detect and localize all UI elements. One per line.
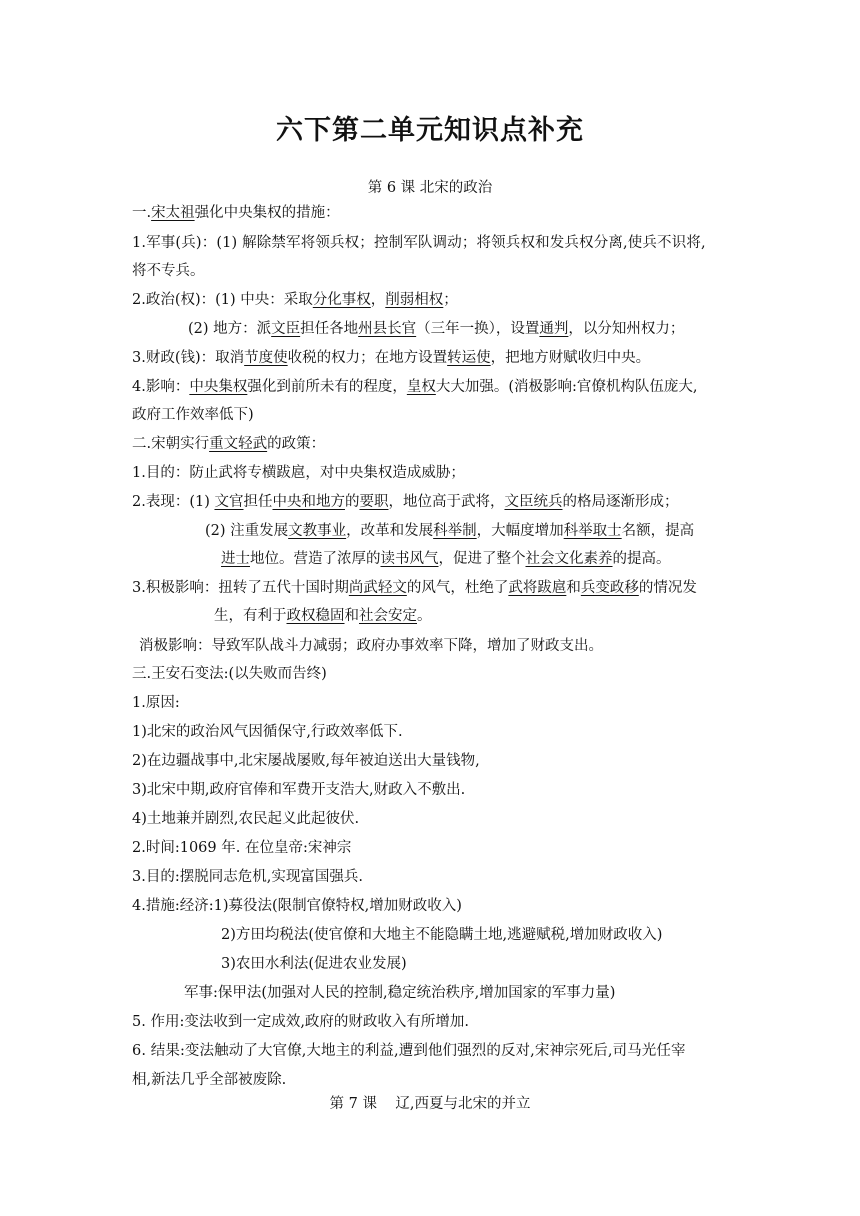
s3-cause-3: 3)北宋中期,政府官俸和军费开支浩大,财政入不敷出. xyxy=(132,782,466,798)
underlined-term: 武将跋扈 xyxy=(508,580,567,596)
s3-cause-4: 4)土地兼并剧烈,农民起义此起彼伏. xyxy=(132,811,360,827)
text: ， xyxy=(370,292,386,308)
section-1-heading xyxy=(132,203,340,223)
s1-item-impact xyxy=(132,377,698,397)
text: 二.宋朝实行 xyxy=(132,436,210,452)
underlined-term: 进士 xyxy=(221,551,250,567)
s1-item-politics xyxy=(132,290,458,310)
s2-item-negative-impact: 消极影响：导致军队战斗力减弱；政府办事效率下降，增加了财政支出。 xyxy=(139,638,603,654)
text: ； xyxy=(443,292,458,308)
s3-cause-2: 2)在边疆战事中,北宋屡战屡败,每年被迫送出大量钱物, xyxy=(132,753,480,769)
section-2-heading xyxy=(132,434,325,454)
text: 4.影响： xyxy=(132,379,190,395)
s3-item-goal: 3.目的:摆脱同志危机,实现富国强兵. xyxy=(132,869,363,885)
s1-item-finance xyxy=(132,348,650,368)
underlined-term: 重文轻武 xyxy=(209,436,268,452)
s2-item-manifestation xyxy=(132,492,678,512)
s2-item-positive-impact-cont xyxy=(214,606,432,626)
s3-item-result: 6. 结果:变法触动了大官僚,大地主的利益,遭到他们强烈的反对,宋神宗死后,司马光任宰 xyxy=(132,1043,686,1059)
s1-item-military-cont: 将不专兵。 xyxy=(132,263,205,279)
text: 3.积极影响：扭转了五代十国时期 xyxy=(132,580,349,596)
underlined-term: 文臣 xyxy=(271,321,301,337)
text: （三年一换），设置 xyxy=(416,321,540,337)
underlined-term: 政权稳固 xyxy=(286,608,345,624)
text: 生，有利于 xyxy=(214,608,287,624)
text: 。 xyxy=(417,608,432,624)
text: 的提高。 xyxy=(612,551,671,567)
text: 2.政治(权)：(1) 中央：采取 xyxy=(132,292,313,308)
s3-measure-military: 军事:保甲法(加强对人民的控制,稳定统治秩序,增加国家的军事力量) xyxy=(184,985,616,1001)
underlined-term: 皇权 xyxy=(406,379,436,395)
text: 强化到前所未有的程度， xyxy=(247,379,407,395)
s2-item-purpose: 1.目的：防止武将专横跋扈，对中央集权造成威胁； xyxy=(132,465,465,481)
text: ，大幅度增加 xyxy=(476,523,564,539)
underlined-term: 社会文化素养 xyxy=(525,551,613,567)
s3-item-time: 2.时间:1069 年. 在位皇帝:宋神宗 xyxy=(132,840,352,856)
text: 2.表现：(1) xyxy=(132,494,215,510)
underlined-term: 宋太祖 xyxy=(151,205,195,221)
underlined-term: 要职 xyxy=(359,494,389,510)
text: 和 xyxy=(344,608,359,624)
underlined-term: 文教事业 xyxy=(288,523,347,539)
s3-item-measures: 4.措施:经济:1)募役法(限制官僚特权,增加财政收入) xyxy=(132,898,462,914)
underlined-term: 中央和地方 xyxy=(272,494,345,510)
text: ，促进了整个 xyxy=(438,551,526,567)
text: ，改革和发展 xyxy=(346,523,434,539)
text: 名额，提高 xyxy=(621,523,695,539)
lesson-7-heading: 第 7 课 辽,西夏与北宋的并立 xyxy=(329,1096,531,1112)
s3-measure-3: 3)农田水利法(促进农业发展) xyxy=(221,956,407,972)
underlined-term: 文官 xyxy=(214,494,244,510)
underlined-term: 文臣统兵 xyxy=(504,494,563,510)
underlined-term: 分化事权 xyxy=(312,292,371,308)
underlined-term: 读书风气 xyxy=(380,551,439,567)
text: 的格局逐渐形成； xyxy=(562,494,679,510)
s2-item-manifestation-2-cont xyxy=(221,549,671,569)
underlined-term: 转运使 xyxy=(447,350,491,366)
text: 的政策： xyxy=(267,436,326,452)
text: 一. xyxy=(132,205,152,221)
s3-cause-1: 1)北宋的政治风气因循保守,行政效率低下. xyxy=(132,724,403,740)
s3-item-cause: 1.原因: xyxy=(132,695,180,711)
underlined-term: 节度使 xyxy=(244,350,288,366)
underlined-term: 兵变政移 xyxy=(580,580,639,596)
s3-measure-2: 2)方田均税法(使官僚和大地主不能隐瞒土地,逃避赋税,增加财政收入) xyxy=(221,927,663,943)
underlined-term: 社会安定 xyxy=(359,608,417,624)
s3-item-result-cont: 相,新法几乎全部被废除. xyxy=(132,1072,287,1088)
text: (2) 注重发展 xyxy=(205,523,289,539)
s2-item-positive-impact xyxy=(132,578,697,598)
underlined-term: 科举制 xyxy=(433,523,477,539)
text: 和 xyxy=(566,580,581,596)
s1-item-military: 1.军事(兵)：(1) 解除禁军将领兵权；控制军队调动；将领兵权和发兵权分离,使兵不识将, xyxy=(132,235,706,251)
underlined-term: 削弱相权 xyxy=(385,292,444,308)
text: 的情况发 xyxy=(638,580,697,596)
section-3-heading: 三.王安石变法:(以失败而告终) xyxy=(132,666,327,682)
text: 担任各地 xyxy=(300,321,359,337)
text: 收税的权力；在地方设置 xyxy=(287,350,448,366)
s2-item-manifestation-2 xyxy=(205,521,694,541)
lesson-6-heading: 第 6 课 北宋的政治 xyxy=(367,180,493,196)
s3-item-effect: 5. 作用:变法收到一定成效,政府的财政收入有所增加. xyxy=(132,1014,470,1030)
page-title: 六下第二单元知识点补充 xyxy=(276,115,584,146)
underlined-term: 科举取士 xyxy=(563,523,622,539)
s1-item-politics-local xyxy=(188,319,684,339)
underlined-term: 州县长官 xyxy=(358,321,417,337)
text: 3.财政(钱)：取消 xyxy=(132,350,245,366)
text: ，把地方财赋收归中央。 xyxy=(490,350,651,366)
text: 的风气，杜绝了 xyxy=(406,580,509,596)
text: 大大加强。(消极影响:官僚机构队伍庞大, xyxy=(435,379,698,395)
text: (2) 地方：派 xyxy=(188,321,272,337)
text: 地位。营造了浓厚的 xyxy=(250,551,381,567)
text: 担任 xyxy=(243,494,273,510)
underlined-term: 中央集权 xyxy=(189,379,248,395)
underlined-term: 通判 xyxy=(539,321,569,337)
text: 的 xyxy=(344,494,360,510)
underlined-term: 尚武轻文 xyxy=(348,580,407,596)
text: ，地位高于武将， xyxy=(388,494,505,510)
text: ，以分知州权力； xyxy=(568,321,685,337)
s1-item-impact-cont: 政府工作效率低下) xyxy=(132,407,254,423)
text: 强化中央集权的措施： xyxy=(194,205,340,221)
